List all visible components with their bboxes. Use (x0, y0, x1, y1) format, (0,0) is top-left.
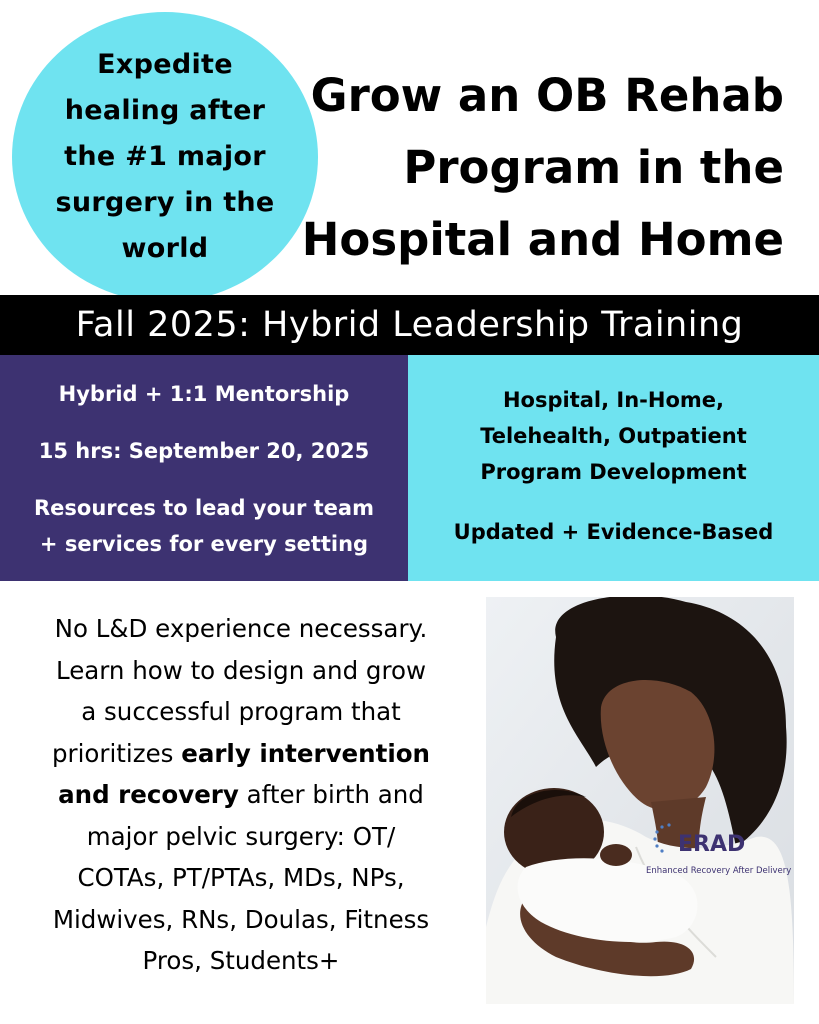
circle-text (40, 42, 290, 272)
title-line: Hospital and Home (301, 213, 784, 266)
mother-and-baby-photo (486, 597, 794, 1004)
title-line: Program in the (403, 141, 784, 194)
circle-line: the #1 major (64, 141, 266, 172)
description-line: No L&D experience necessary. (54, 614, 428, 643)
title-line: Grow an OB Rehab (310, 69, 784, 122)
evidence-line: Updated + Evidence-Based (453, 520, 774, 544)
description-text: prioritizes (52, 738, 182, 768)
description-line: COTAs, PT/PTAs, MDs, NPs, (77, 863, 405, 892)
circle-line: healing after (64, 95, 266, 126)
training-banner (0, 295, 819, 355)
logo-tagline: Enhanced Recovery After Delivery (646, 866, 792, 876)
circle-line: surgery in the (55, 187, 275, 218)
description-line: Learn how to design and grow (55, 655, 427, 685)
program-details-panel (0, 355, 408, 581)
mentorship-item: Hybrid + 1:1 Mentorship (58, 382, 350, 406)
schedule-item: 15 hrs: September 20, 2025 (38, 439, 370, 463)
description-line: a successful program that (81, 697, 401, 726)
circle-line: Expedite (97, 49, 233, 80)
page-title (300, 60, 784, 276)
circle-line: world (121, 233, 209, 264)
description-line (8, 733, 474, 775)
description-line: Midwives, RNs, Doulas, Fitness (52, 904, 430, 934)
highlight-circle (12, 12, 318, 302)
resources-line-2: + services for every setting (39, 532, 369, 556)
settings-line-2: Telehealth, Outpatient (480, 424, 747, 448)
description-line (8, 774, 474, 816)
resources-line-1: Resources to lead your team (34, 496, 374, 520)
logo-wordmark: ERAD (678, 832, 746, 857)
description-text: after birth and (238, 780, 424, 809)
photo-illustration (486, 597, 794, 1004)
description-line: Pros, Students+ (142, 946, 340, 975)
description-emphasis: and recovery (58, 780, 239, 809)
settings-panel (408, 355, 819, 581)
description-emphasis: early intervention (181, 738, 430, 768)
settings-line-3: Program Development (480, 460, 747, 484)
description-line: major pelvic surgery: OT/ (86, 821, 396, 851)
banner-text: Fall 2025: Hybrid Leadership Training (75, 305, 744, 345)
program-description (8, 608, 474, 982)
settings-line-1: Hospital, In-Home, (502, 388, 724, 412)
